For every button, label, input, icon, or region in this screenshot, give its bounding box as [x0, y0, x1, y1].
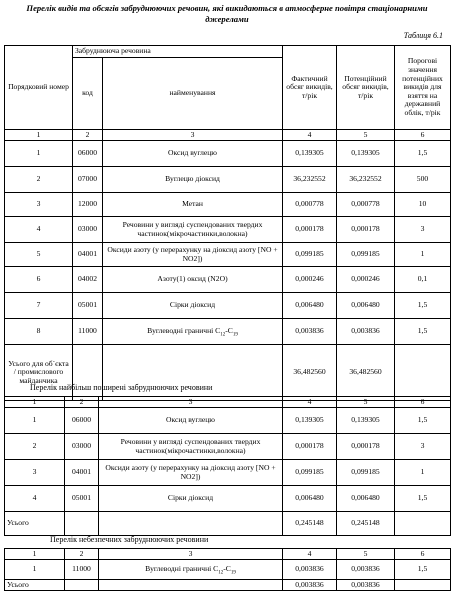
colnum: 2 [73, 130, 103, 141]
total-actual: 36,482560 [283, 345, 337, 401]
colnum: 3 [99, 549, 283, 560]
table-row [5, 434, 451, 460]
potential-value: 0,000778 [337, 193, 395, 217]
pollutant-code: 07000 [73, 167, 103, 193]
pollutant-code: 03000 [65, 434, 99, 460]
column-number-row [5, 549, 451, 560]
colnum: 1 [5, 397, 65, 408]
potential-value: 0,099185 [337, 460, 395, 486]
pollutant-name: Сірки діоксид [103, 293, 283, 319]
column-number-row [5, 130, 451, 141]
actual-value: 0,139305 [283, 408, 337, 434]
pollutant-code: 04001 [65, 460, 99, 486]
table-caption: Таблиця 6.1 [403, 31, 443, 40]
table-header-row [5, 46, 451, 58]
threshold-value: 500 [395, 167, 451, 193]
colnum: 5 [337, 549, 395, 560]
row-number: 3 [5, 460, 65, 486]
total-actual: 0,245148 [283, 512, 337, 536]
header-potential: Потенційний обсяг викидів, т/рік [337, 46, 395, 130]
row-number: 2 [5, 434, 65, 460]
actual-value: 0,006480 [283, 293, 337, 319]
pollutant-code: 12000 [73, 193, 103, 217]
colnum: 1 [5, 130, 73, 141]
row-number: 1 [5, 141, 73, 167]
potential-value: 0,099185 [337, 243, 395, 267]
pollutant-name-text: Вуглеводні граничні С [145, 564, 219, 574]
header-threshold: Порогові значення потенційних викидів для взяття на державний облік, т/рік [395, 46, 451, 130]
row-number: 7 [5, 293, 73, 319]
common-pollutants-table [4, 396, 451, 536]
threshold-value: 1,5 [395, 486, 451, 512]
pollutant-name [99, 560, 283, 580]
hazardous-pollutants-table [4, 548, 451, 591]
actual-value: 0,003836 [283, 560, 337, 580]
actual-value: 0,000178 [283, 217, 337, 243]
empty-cell [65, 580, 99, 591]
threshold-value: 1,5 [395, 408, 451, 434]
actual-value: 36,232552 [283, 167, 337, 193]
empty-cell [395, 345, 451, 401]
subscript: 12 [220, 332, 226, 338]
colnum: 6 [395, 549, 451, 560]
table-row [5, 193, 451, 217]
total-label: Усього для об`єкта / промислового майданчика [5, 345, 73, 401]
actual-value: 0,099185 [283, 460, 337, 486]
colnum: 4 [283, 130, 337, 141]
threshold-value: 0,1 [395, 267, 451, 293]
pollutant-code: 03000 [73, 217, 103, 243]
pollutant-code: 04002 [73, 267, 103, 293]
pollutant-code: 11000 [73, 319, 103, 345]
threshold-value: 3 [395, 434, 451, 460]
row-number: 2 [5, 167, 73, 193]
total-row [5, 580, 451, 591]
actual-value: 0,000778 [283, 193, 337, 217]
colnum: 2 [65, 397, 99, 408]
empty-cell [103, 345, 283, 401]
pollutant-name-text: -С [223, 564, 231, 574]
row-number: 1 [5, 560, 65, 580]
pollutant-name: Оксиди азоту (у перерахунку на діоксид азоту [NO + NO2]) [103, 243, 283, 267]
table-row [5, 560, 451, 580]
threshold-value: 1,5 [395, 560, 451, 580]
actual-value: 0,139305 [283, 141, 337, 167]
table-row [5, 141, 451, 167]
table-row [5, 293, 451, 319]
table-row [5, 217, 451, 243]
actual-value: 0,006480 [283, 486, 337, 512]
potential-value: 0,006480 [337, 293, 395, 319]
colnum: 2 [65, 549, 99, 560]
total-label: Усього [5, 512, 65, 536]
pollutant-code: 11000 [65, 560, 99, 580]
potential-value: 0,000246 [337, 267, 395, 293]
table-row [5, 408, 451, 434]
potential-value: 0,139305 [337, 141, 395, 167]
potential-value: 0,003836 [337, 319, 395, 345]
pollutant-name-text: -С [225, 326, 233, 336]
total-actual: 0,003836 [283, 580, 337, 591]
potential-value: 36,232552 [337, 167, 395, 193]
potential-value: 0,000178 [337, 217, 395, 243]
potential-value: 0,003836 [337, 560, 395, 580]
section-heading-hazardous: Перелік небезпечних забруднюючих речовини [50, 535, 209, 544]
table-row [5, 167, 451, 193]
subscript: 19 [232, 332, 238, 338]
actual-value: 0,003836 [283, 319, 337, 345]
row-number: 5 [5, 243, 73, 267]
section-heading-common: Перелік найбільш поширені забруднюючих речовини [30, 383, 213, 392]
actual-value: 0,099185 [283, 243, 337, 267]
threshold-value: 10 [395, 193, 451, 217]
empty-cell [65, 512, 99, 536]
row-number: 3 [5, 193, 73, 217]
row-number: 4 [5, 217, 73, 243]
threshold-value: 1 [395, 460, 451, 486]
colnum: 3 [99, 397, 283, 408]
header-pollutant: Забруднююча речовина [73, 46, 283, 58]
colnum: 5 [337, 397, 395, 408]
pollutant-name: Азоту(1) оксид (N2O) [103, 267, 283, 293]
pollutant-name: Оксид вуглецю [99, 408, 283, 434]
colnum: 1 [5, 549, 65, 560]
row-number: 8 [5, 319, 73, 345]
pollutant-code: 05001 [73, 293, 103, 319]
threshold-value: 3 [395, 217, 451, 243]
table-row [5, 267, 451, 293]
colnum: 5 [337, 130, 395, 141]
empty-cell [73, 345, 103, 401]
pollutant-code: 04001 [73, 243, 103, 267]
pollutant-code: 06000 [65, 408, 99, 434]
empty-cell [395, 512, 451, 536]
total-potential: 36,482560 [337, 345, 395, 401]
header-actual: Фактичний обсяг викидів, т/рік [283, 46, 337, 130]
threshold-value: 1,5 [395, 141, 451, 167]
column-number-row [5, 397, 451, 408]
threshold-value: 1,5 [395, 319, 451, 345]
total-row [5, 345, 451, 401]
actual-value: 0,000246 [283, 267, 337, 293]
document-title: Перелік видів та обсягів забруднюючих речовин, які викидаються в атмосферне повітря стаціонарними джерелами [26, 3, 428, 24]
empty-cell [99, 512, 283, 536]
actual-value: 0,000178 [283, 434, 337, 460]
header-code: код [73, 58, 103, 130]
threshold-value: 1 [395, 243, 451, 267]
pollutant-name [103, 319, 283, 345]
pollutant-name: Метан [103, 193, 283, 217]
colnum: 6 [395, 397, 451, 408]
table-row [5, 460, 451, 486]
threshold-value: 1,5 [395, 293, 451, 319]
pollutant-name: Оксиди азоту (у перерахунку на діоксид азоту [NO + NO2]) [99, 460, 283, 486]
pollutant-name: Вуглецю діоксид [103, 167, 283, 193]
empty-cell [395, 580, 451, 591]
potential-value: 0,139305 [337, 408, 395, 434]
row-number: 1 [5, 408, 65, 434]
pollutant-name: Речовини у вигляді суспендованих твердих частинок(мікрочастинки,волокна) [103, 217, 283, 243]
emissions-table [4, 45, 451, 401]
table-row [5, 486, 451, 512]
header-row-number: Порядковий номер [5, 46, 73, 130]
colnum: 4 [283, 549, 337, 560]
total-label: Усього [5, 580, 65, 591]
subscript: 19 [230, 570, 236, 576]
table-row [5, 243, 451, 267]
pollutant-name-text: Вуглеводні граничні С [147, 326, 221, 336]
table-row [5, 319, 451, 345]
potential-value: 0,006480 [337, 486, 395, 512]
pollutant-name: Оксид вуглецю [103, 141, 283, 167]
empty-cell [99, 580, 283, 591]
colnum: 3 [103, 130, 283, 141]
potential-value: 0,000178 [337, 434, 395, 460]
pollutant-name: Речовини у вигляді суспендованих твердих частинок(мікрочастинки,волокна) [99, 434, 283, 460]
subscript: 12 [218, 570, 224, 576]
colnum: 6 [395, 130, 451, 141]
header-name: найменування [103, 58, 283, 130]
pollutant-name: Сірки діоксид [99, 486, 283, 512]
pollutant-code: 06000 [73, 141, 103, 167]
pollutant-code: 05001 [65, 486, 99, 512]
row-number: 4 [5, 486, 65, 512]
total-potential: 0,003836 [337, 580, 395, 591]
row-number: 6 [5, 267, 73, 293]
total-row [5, 512, 451, 536]
total-potential: 0,245148 [337, 512, 395, 536]
colnum: 4 [283, 397, 337, 408]
